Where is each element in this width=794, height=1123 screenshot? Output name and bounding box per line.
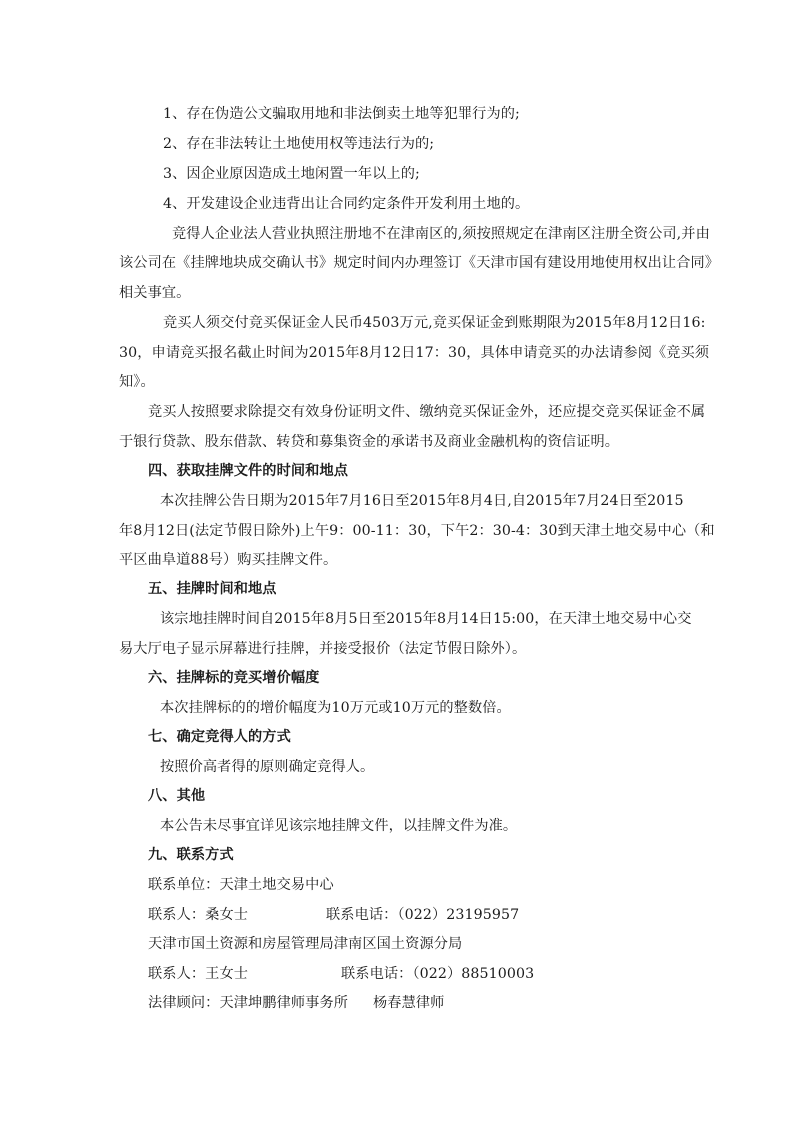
section-4-line-2: 年8月12日(法定节假日除外)上午9：00-11：30，下午2：30-4：30到天津土地交易中心（和 xyxy=(119,523,715,539)
section-9-heading: 九、联系方式 xyxy=(148,847,234,863)
contact-1-name: 联系人：桑女士 xyxy=(148,907,249,923)
section-7-line-1: 按照价高者得的原则确定竞得人。 xyxy=(160,759,375,775)
section-4-line-1: 本次挂牌公告日期为2015年7月16日至2015年8月4日,自2015年7月24日至2015 xyxy=(160,493,684,509)
deposit-line-1: 竞买人须交付竞买保证金人民币4503万元,竞买保证金到账期限为2015年8月12日16: xyxy=(163,315,706,331)
section-4-heading: 四、获取挂牌文件的时间和地点 xyxy=(148,463,349,479)
condition-1: 1、存在伪造公文骗取用地和非法倒卖土地等犯罪行为的; xyxy=(163,106,520,122)
deposit-line-3: 知》。 xyxy=(119,374,155,390)
condition-4: 4、开发建设企业违背出让合同约定条件开发利用土地的。 xyxy=(163,196,530,212)
contact-1-phone: 联系电话：（022）23195957 xyxy=(326,907,520,923)
legal-advisor: 法律顾问：天津坤鹏律师事务所 xyxy=(148,995,349,1011)
contact-unit-1: 联系单位：天津土地交易中心 xyxy=(148,877,334,893)
section-8-line-1: 本公告未尽事宜详见该宗地挂牌文件，以挂牌文件为准。 xyxy=(160,818,518,834)
registration-line-2: 该公司在《挂牌地块成交确认书》规定时间内办理签订《天津市国有建设用地使用权出让合同》 xyxy=(119,255,720,271)
registration-line-1: 竞得人企业法人营业执照注册地不在津南区的,须按照规定在津南区注册全资公司,并由 xyxy=(172,226,710,242)
section-5-line-2: 易大厅电子显示屏幕进行挂牌，并接受报价（法定节假日除外）。 xyxy=(119,641,527,657)
section-6-line-1: 本次挂牌标的的增价幅度为10万元或10万元的整数倍。 xyxy=(160,700,511,716)
contact-2-phone: 联系电话：（022）88510003 xyxy=(341,966,535,982)
section-6-heading: 六、挂牌标的竞买增价幅度 xyxy=(148,670,320,686)
legal-lawyer: 杨春慧律师 xyxy=(373,995,445,1011)
credit-line-2: 于银行贷款、股东借款、转贷和募集资金的承诺书及商业金融机构的资信证明。 xyxy=(119,434,620,450)
section-8-heading: 八、其他 xyxy=(148,788,206,804)
registration-line-3: 相关事宜。 xyxy=(119,285,191,301)
section-5-heading: 五、挂牌时间和地点 xyxy=(148,581,277,597)
contact-2-name: 联系人：王女士 xyxy=(148,966,249,982)
section-5-line-1: 该宗地挂牌时间自2015年8月5日至2015年8月14日15:00，在天津土地交易中心交 xyxy=(160,611,692,627)
credit-line-1: 竞买人按照要求除提交有效身份证明文件、缴纳竞买保证金外，还应提交竞买保证金不属 xyxy=(148,404,706,420)
condition-2: 2、存在非法转让土地使用权等违法行为的; xyxy=(163,136,435,152)
contact-unit-2: 天津市国土资源和房屋管理局津南区国土资源分局 xyxy=(148,936,463,952)
deposit-line-2: 30，申请竞买报名截止时间为2015年8月12日17：30，具体申请竞买的办法请参阅《竞买须 xyxy=(119,345,710,361)
section-4-line-3: 平区曲阜道88号）购买挂牌文件。 xyxy=(119,552,338,568)
section-7-heading: 七、确定竞得人的方式 xyxy=(148,729,291,745)
condition-3: 3、因企业原因造成土地闲置一年以上的; xyxy=(163,166,420,182)
